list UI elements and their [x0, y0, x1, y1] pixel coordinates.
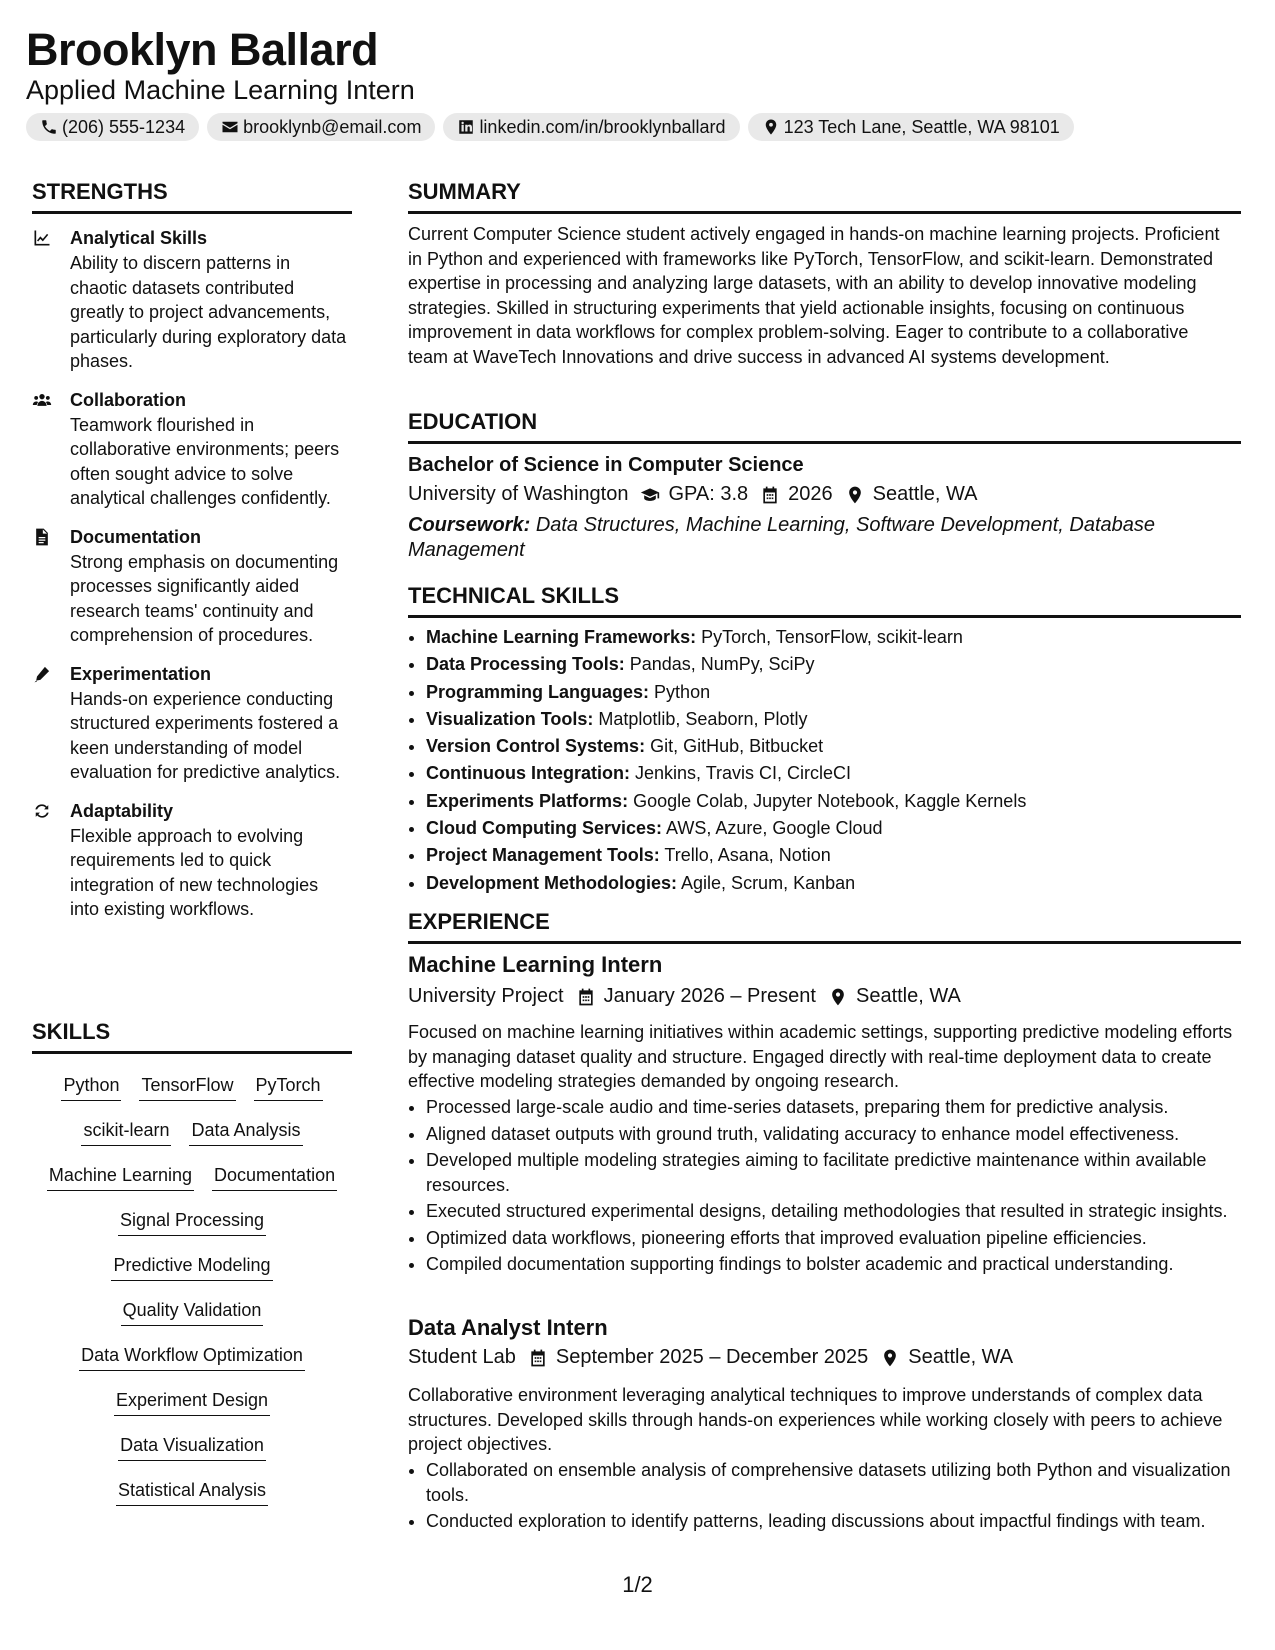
skill-chip: Signal Processing: [118, 1207, 266, 1236]
technical-skills-list: [408, 624, 1246, 897]
phone-icon: [40, 118, 58, 136]
map-pin-icon: [845, 485, 865, 505]
strength-item: [32, 662, 352, 785]
job-org: Student Lab: [408, 1346, 516, 1368]
list-item: • Experiments Platforms: Google Colab, Jupyter Notebook, Kaggle Kernels: [426, 788, 1246, 815]
map-pin-icon: [828, 987, 848, 1007]
list-item: • Processed large-scale audio and time-series datasets, preparing them for predictive analysis.: [426, 1095, 1238, 1120]
strength-item: [32, 388, 352, 511]
strength-desc: Strong emphasis on documenting processes significantly aided research teams' continuity and comprehension of procedures.: [70, 551, 339, 645]
page-number: 1/2: [622, 1572, 653, 1597]
job-title: Data Analyst Intern: [408, 1315, 608, 1340]
contact-phone-text: (206) 555-1234: [62, 116, 186, 137]
skills-chip-list: [32, 1072, 352, 1522]
degree-title: Bachelor of Science in Computer Science: [408, 454, 804, 476]
list-item: • Compiled documentation supporting findings to bolster academic and practical understanding.: [426, 1252, 1238, 1277]
list-item: • Machine Learning Frameworks: PyTorch, TensorFlow, scikit-learn: [426, 624, 1246, 651]
skills-heading: SKILLS: [32, 1018, 352, 1054]
list-item: • Aligned dataset outputs with ground truth, validating accuracy to enhance model effectiveness.: [426, 1122, 1238, 1147]
pen-icon: [32, 664, 52, 684]
strength-item: [32, 525, 352, 648]
coursework-list: Data Structures, Machine Learning, Software Development, Database Management: [408, 514, 1156, 561]
strength-title: Collaboration: [70, 389, 186, 410]
skill-chip: scikit-learn: [81, 1117, 171, 1146]
graduation-cap-icon: [640, 485, 660, 505]
gpa: GPA: 3.8: [668, 483, 749, 505]
list-item: • Developed multiple modeling strategies aiming to facilitate predictive maintenance within available resources.: [426, 1148, 1238, 1197]
list-item: • Version Control Systems: Git, GitHub, Bitbucket: [426, 733, 1246, 760]
list-item: • Conducted exploration to identify patterns, leading discussions about impactful findings with team.: [426, 1509, 1238, 1534]
skill-chip: Documentation: [212, 1162, 337, 1191]
list-item: • Programming Languages: Python: [426, 679, 1246, 706]
graduation-year: 2026: [788, 483, 833, 505]
job-dates: January 2026 – Present: [603, 985, 816, 1007]
list-item: • Cloud Computing Services: AWS, Azure, Google Cloud: [426, 815, 1246, 842]
strength-desc: Flexible approach to evolving requirements led to quick integration of new technologies into existing workflows.: [70, 825, 319, 919]
linkedin-icon: [457, 118, 475, 136]
list-item: • Collaborated on ensemble analysis of comprehensive datasets utilizing both Python and visualization tools.: [426, 1458, 1238, 1507]
skill-chip: Machine Learning: [47, 1162, 194, 1191]
job-description: Collaborative environment leveraging analytical techniques to improve understands of complex data structures. Developed skills through hands-on experiences while working closely with peers to achieve project objectives.: [408, 1385, 1223, 1454]
strength-title: Documentation: [70, 526, 202, 547]
refresh-icon: [32, 801, 52, 821]
strength-title: Adaptability: [70, 800, 174, 821]
contact-bar: [26, 113, 1074, 141]
strength-item: [32, 226, 352, 374]
list-item: • Executed structured experimental designs, detailing methodologies that resulted in strategic insights.: [426, 1199, 1238, 1224]
job-bullets: [408, 1095, 1238, 1279]
strength-desc: Hands-on experience conducting structured experiments fostered a keen understanding of model evaluation for predictive analytics.: [70, 688, 341, 782]
list-item: • Optimized data workflows, pioneering efforts that improved evaluation pipeline efficiencies.: [426, 1226, 1238, 1251]
strength-desc: Ability to discern patterns in chaotic datasets contributed greatly to project advancements, particularly during exploratory data phases.: [70, 253, 347, 371]
job-meta: [408, 1344, 1013, 1371]
school-name: University of Washington: [408, 483, 629, 505]
skill-chip: PyTorch: [254, 1072, 323, 1101]
map-pin-icon: [762, 118, 780, 136]
skill-chip: Quality Validation: [121, 1297, 264, 1326]
technical-skills-heading: TECHNICAL SKILLS: [408, 582, 1241, 618]
strengths-heading: STRENGTHS: [32, 178, 352, 214]
skill-chip: Experiment Design: [114, 1387, 270, 1416]
coursework: [408, 513, 1228, 563]
job-dates: September 2025 – December 2025: [555, 1346, 869, 1368]
list-item: • Visualization Tools: Matplotlib, Seaborn, Plotly: [426, 706, 1246, 733]
contact-phone[interactable]: [26, 113, 199, 141]
list-item: • Development Methodologies: Agile, Scrum, Kanban: [426, 870, 1246, 897]
strength-title: Analytical Skills: [70, 228, 208, 248]
skill-chip: TensorFlow: [139, 1072, 235, 1101]
education-meta: [408, 481, 978, 508]
envelope-icon: [221, 118, 239, 136]
education-location: Seattle, WA: [872, 483, 978, 505]
summary-heading: SUMMARY: [408, 178, 1241, 214]
contact-linkedin-text: linkedin.com/in/brooklynballard: [479, 116, 726, 137]
skill-chip: Data Workflow Optimization: [79, 1342, 305, 1371]
education-heading: EDUCATION: [408, 408, 1241, 444]
coursework-label: Coursework:: [408, 514, 531, 536]
strength-item: [32, 799, 352, 922]
skill-chip: Data Analysis: [189, 1117, 302, 1146]
job-org: University Project: [408, 985, 564, 1007]
job-bullets: [408, 1458, 1238, 1536]
list-item: • Continuous Integration: Jenkins, Travis CI, CircleCI: [426, 760, 1246, 787]
job-location: Seattle, WA: [908, 1346, 1014, 1368]
contact-address-text: 123 Tech Lane, Seattle, WA 98101: [783, 116, 1060, 137]
chart-line-icon: [32, 228, 52, 248]
job-title: Machine Learning Intern: [408, 952, 663, 977]
candidate-role: Applied Machine Learning Intern: [26, 75, 415, 105]
map-pin-icon: [880, 1348, 900, 1368]
document-icon: [32, 527, 52, 547]
list-item: • Data Processing Tools: Pandas, NumPy, SciPy: [426, 651, 1246, 678]
strength-title: Experimentation: [70, 663, 212, 684]
contact-linkedin[interactable]: [443, 113, 739, 141]
calendar-icon: [760, 485, 780, 505]
list-item: • Project Management Tools: Trello, Asana, Notion: [426, 842, 1246, 869]
skill-chip: Predictive Modeling: [111, 1252, 272, 1281]
summary-text: Current Computer Science student actively engaged in hands-on machine learning projects. Proficient in Python and experienced with frameworks like PyTorch, TensorFlow, and scikit-learn. Demonstrated expertise in processing and analyzing large datasets, with an ability to develop innovative modeling strategies. Skilled in structuring experiments that yield actionable insights, focusing on continuous improvement in data workflows for complex problem-solving. Eager to contribute to a collaborative team at WaveTech Innovations and drive success in advanced AI systems development.: [408, 224, 1220, 367]
contact-email-text: brooklynb@email.com: [243, 116, 422, 137]
candidate-name: Brooklyn Ballard: [26, 24, 379, 75]
experience-heading: EXPERIENCE: [408, 908, 1241, 944]
job-location: Seattle, WA: [855, 985, 961, 1007]
strength-desc: Teamwork flourished in collaborative environments; peers often sought advice to solve analytical challenges confidently.: [70, 414, 340, 508]
contact-email[interactable]: [207, 113, 435, 141]
skill-chip: Data Visualization: [118, 1432, 266, 1461]
contact-address: [748, 113, 1074, 141]
users-icon: [32, 390, 52, 410]
skill-chip: Python: [61, 1072, 121, 1101]
job-meta: [408, 983, 961, 1010]
calendar-icon: [576, 987, 596, 1007]
calendar-icon: [528, 1348, 548, 1368]
strengths-list: [32, 226, 352, 936]
skill-chip: Statistical Analysis: [116, 1477, 268, 1506]
job-description: Focused on machine learning initiatives within academic settings, supporting predictive modeling efforts by managing dataset quality and structure. Engaged directly with real-time deployment data to create effective modeling strategies demanded by ongoing research.: [408, 1022, 1233, 1091]
